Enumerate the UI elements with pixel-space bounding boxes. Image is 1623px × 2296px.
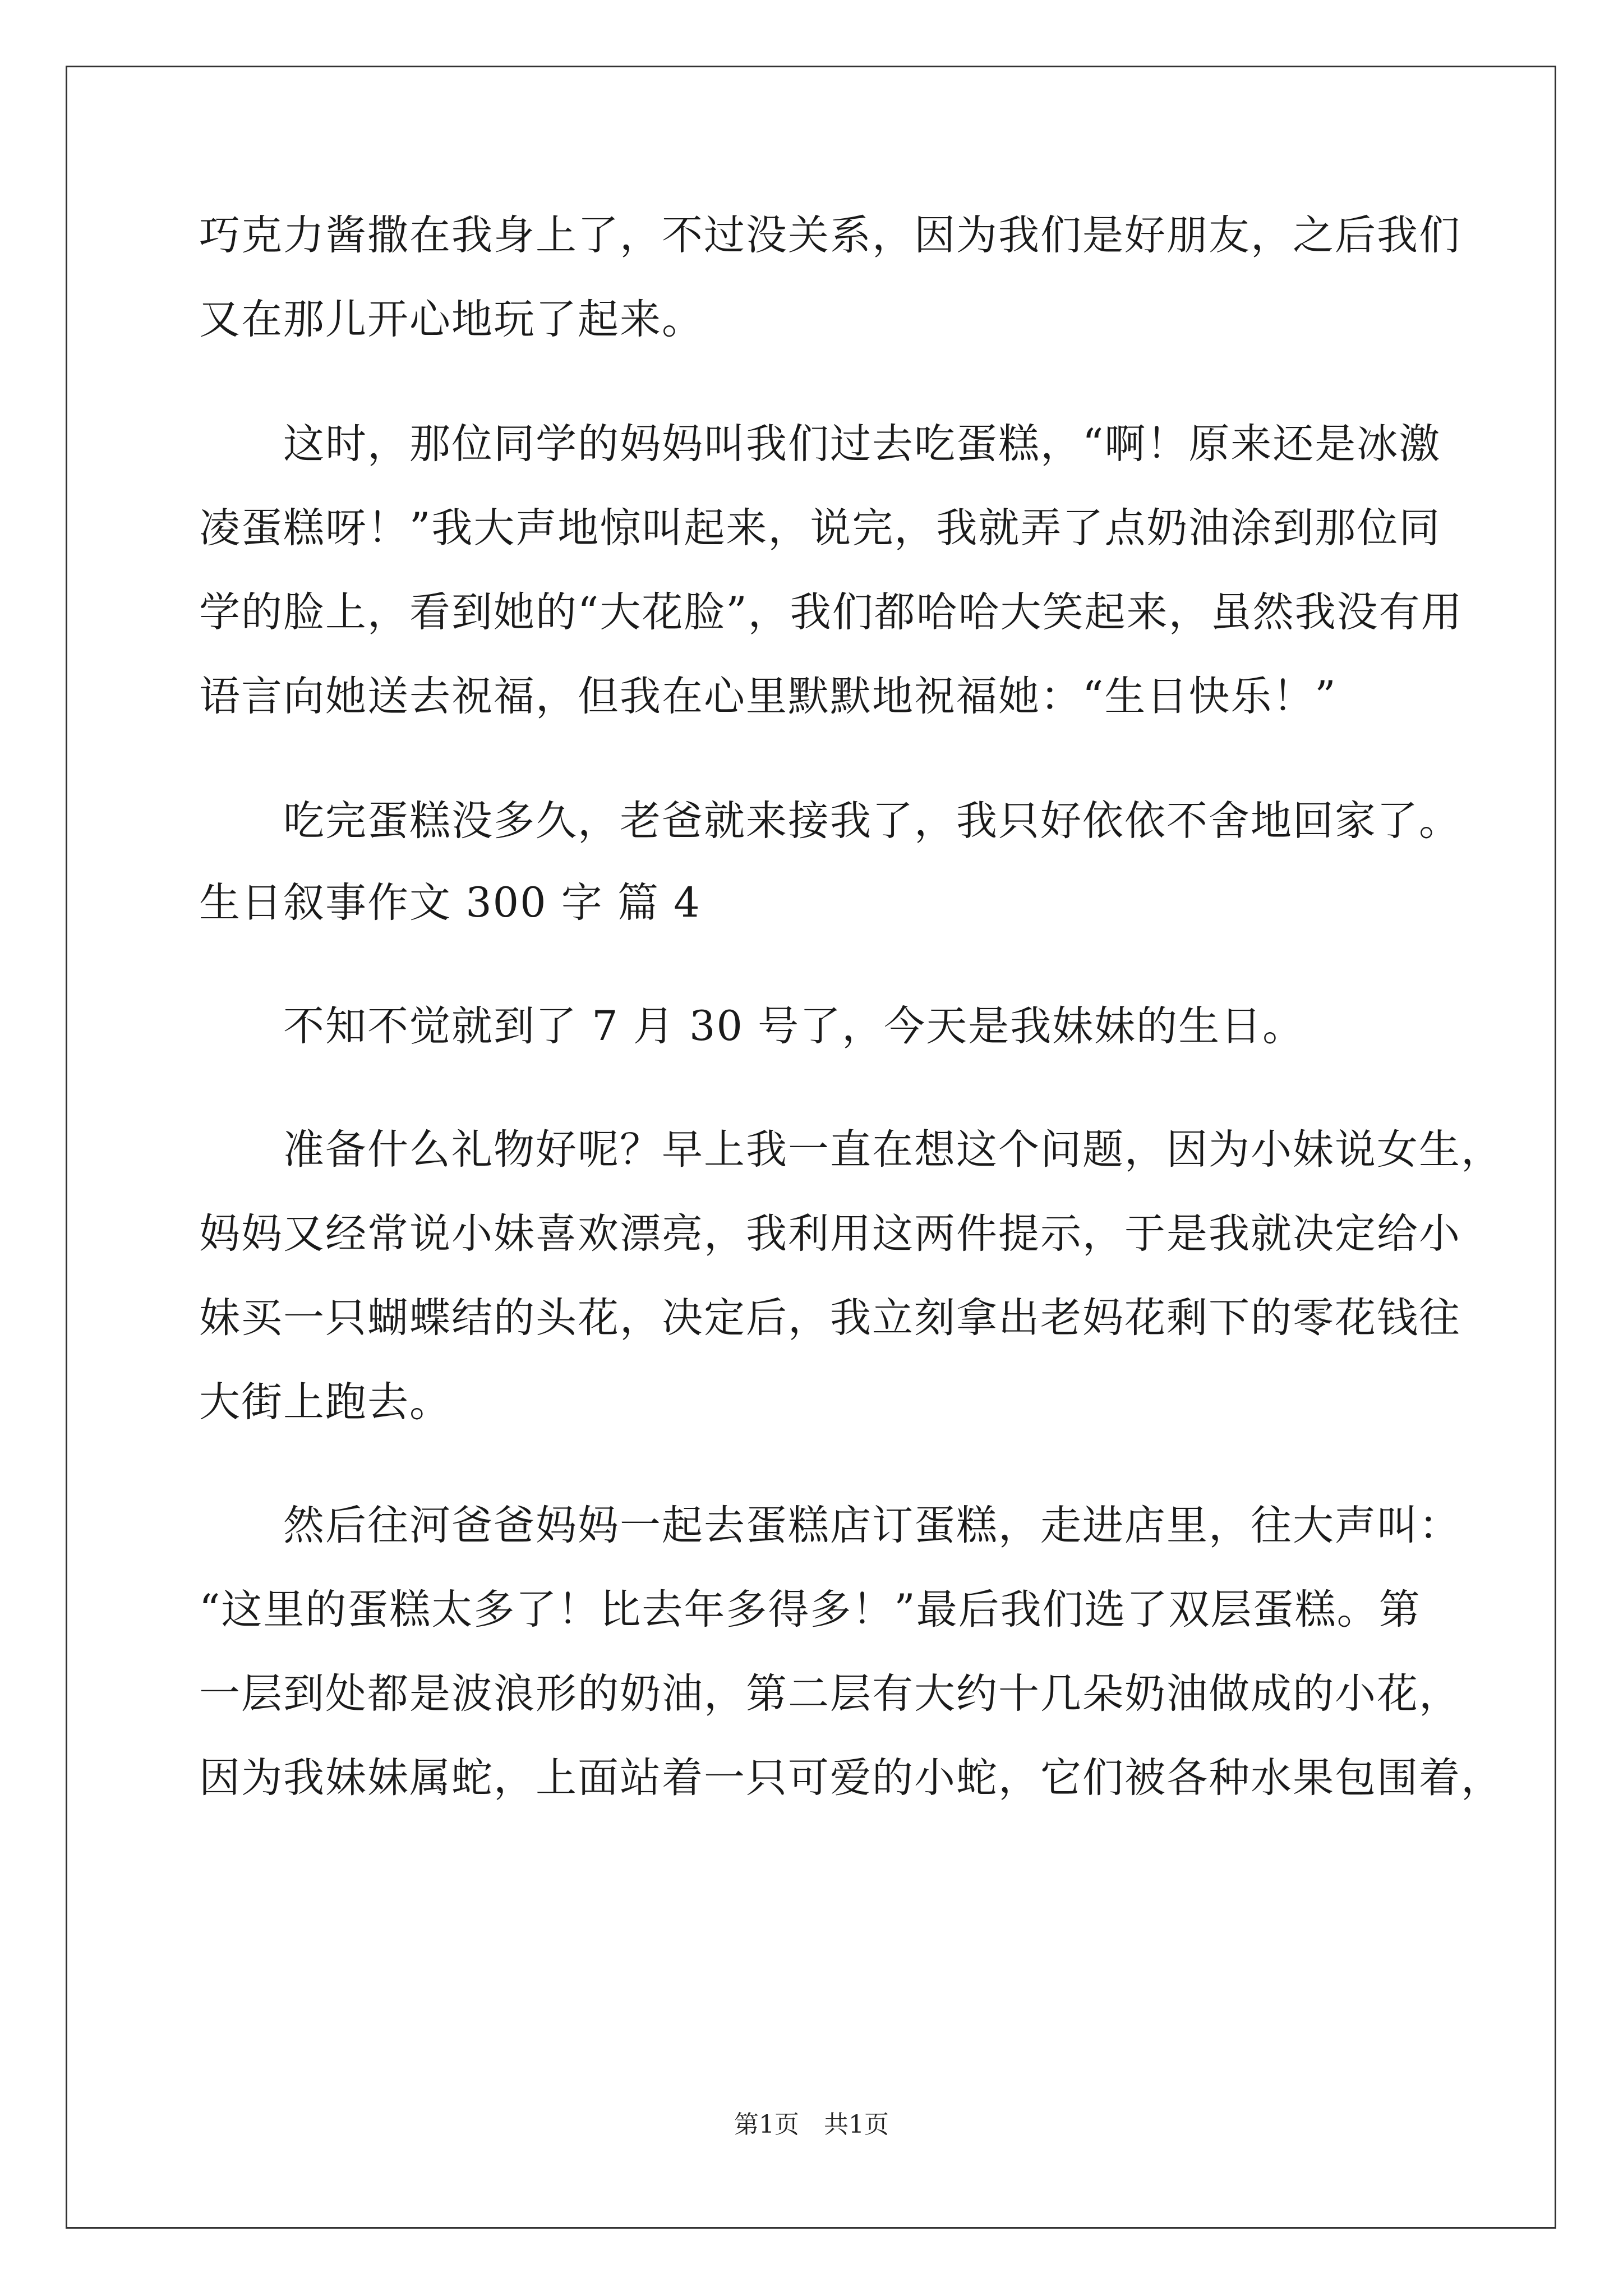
text-line: 妹买一只蝴蝶结的头花，决定后，我立刻拿出老妈花剩下的零花钱往 <box>199 1294 1461 1342</box>
text-line: 一层到处都是波浪形的奶油，第二层有大约十几朵奶油做成的小花， <box>199 1670 1461 1718</box>
text-line: 不知不觉就到了 7 月 30 号了，今天是我妹妹的生日。 <box>199 1002 1305 1050</box>
text-line: 凌蛋糕呀！”我大声地惊叫起来，说完，我就弄了点奶油涂到那位同 <box>199 504 1441 552</box>
text-line: “这里的蛋糕太多了！比去年多得多！”最后我们选了双层蛋糕。第 <box>199 1586 1421 1634</box>
text-line: 又在那儿开心地玩了起来。 <box>199 296 704 343</box>
text-line: 巧克力酱撒在我身上了，不过没关系，因为我们是好朋友，之后我们 <box>199 211 1461 259</box>
text-line: 然后往河爸爸妈妈一起去蛋糕店订蛋糕，走进店里，往大声叫： <box>199 1502 1461 1549</box>
text-line: 吃完蛋糕没多久，老爸就来接我了，我只好依依不舍地回家了。 <box>199 797 1461 845</box>
text-line: 准备什么礼物好呢？早上我一直在想这个问题，因为小妹说女生， <box>199 1126 1503 1174</box>
text-line: 语言向她送去祝福，但我在心里默默地祝福她：“生日快乐！” <box>199 673 1337 720</box>
text-line: 学的脸上，看到她的“大花脸”，我们都哈哈大笑起来，虽然我没有用 <box>199 588 1463 636</box>
section-heading: 生日叙事作文 300 字 篇 4 <box>199 879 701 927</box>
text-line: 因为我妹妹属蛇，上面站着一只可爱的小蛇，它们被各种水果包围着， <box>199 1754 1503 1802</box>
text-line: 妈妈又经常说小妹喜欢漂亮，我利用这两件提示，于是我就决定给小 <box>199 1210 1461 1258</box>
text-line: 大街上跑去。 <box>199 1378 451 1426</box>
text-line: 这时，那位同学的妈妈叫我们过去吃蛋糕，“啊！原来还是冰激 <box>199 420 1441 468</box>
page-footer: 第1页 共1页 <box>734 2110 889 2139</box>
